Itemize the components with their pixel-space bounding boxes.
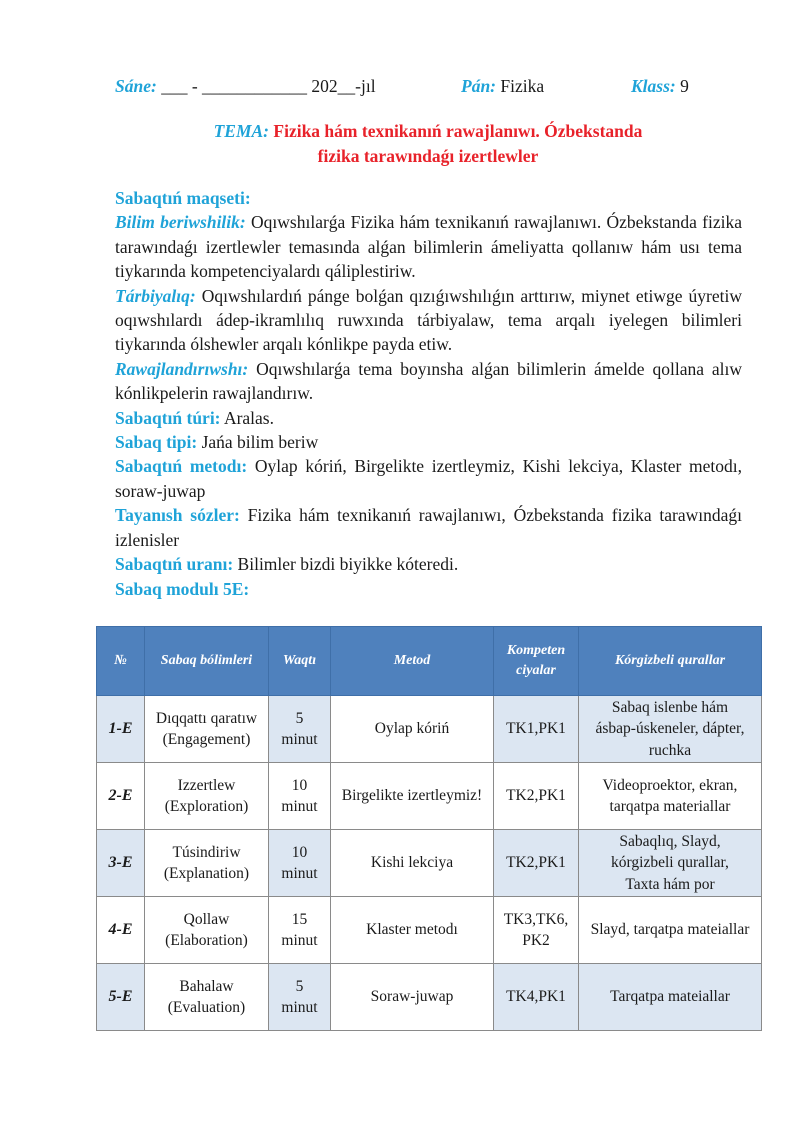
subject-value: Fizika [500, 76, 545, 96]
table-row [97, 830, 762, 897]
row-time [269, 964, 331, 1031]
row-num: 5-E [97, 964, 145, 1031]
col-header-competence-line-1: Kompeten [506, 643, 566, 658]
row-stage-line-2: (Elaboration) [165, 932, 248, 949]
row-tools-line-2: ásbap-úskeneler, dápter, [595, 720, 745, 738]
lesson-method-label: Sabaqtıń metodı: [115, 456, 248, 477]
lesson-type-label: Sabaqtıń túri: [115, 407, 221, 428]
col-header-time: Waqtı [269, 627, 331, 696]
row-stage-line-1: Izzertlew [177, 776, 236, 794]
row-stage-line-2: (Explanation) [163, 865, 250, 882]
development-text: Oqıwshılarǵa tema boyınsha alǵan bilimlerin ámelde qollana alıw kónlikpelerin rawajlandırıw. [115, 358, 743, 404]
row-num: 1-E [97, 696, 145, 763]
row-time-line-1: 5 [295, 709, 304, 727]
row-method: Klaster metodı [331, 897, 494, 964]
lesson-theme [115, 119, 741, 169]
row-stage [145, 763, 269, 830]
row-competence-line-1: TK2,PK1 [506, 854, 566, 872]
row-competence-line-2: PK2 [522, 932, 550, 949]
row-competence-line-1: TK4,PK1 [506, 988, 566, 1006]
col-header-num: № [97, 627, 145, 696]
lesson-method [115, 454, 742, 503]
row-tools [579, 763, 762, 830]
lesson-kind-value: Jańa bilim beriw [201, 432, 319, 453]
row-tools-line-1: Slayd, tarqatpa mateiallar [590, 921, 750, 939]
upbringing-goal [115, 284, 742, 357]
education-text: Oqıwshılarǵa Fizika hám texnikanıń rawajlanıwı. Ózbekstanda fizika tarawındaǵı izertlewler temasında alǵan bilimlerin ámeliyatta qollanıw hám usı tema tiykarında kompetenciyalardı qáliplestiriw. [115, 212, 742, 282]
lesson-keywords [115, 503, 742, 552]
keywords-value: Fizika hám texnikanıń rawajlanıwı, Ózbekstanda fizika tarawındaǵı izlenisler [115, 505, 742, 550]
row-time-line-2: minut [281, 731, 318, 748]
col-header-competence [494, 627, 579, 696]
row-stage-line-1: Dıqqattı qaratıw [155, 709, 258, 727]
row-tools-line-2: tarqatpa materiallar [609, 798, 731, 815]
table-row [97, 897, 762, 964]
col-header-tools: Kórgizbeli qurallar [579, 627, 762, 696]
lesson-kind [115, 430, 742, 454]
row-stage-line-2: (Engagement) [162, 731, 251, 748]
row-stage-line-2: (Evaluation) [167, 999, 246, 1016]
theme-label: TEMA: [213, 121, 270, 141]
row-time-line-1: 5 [295, 977, 304, 995]
table-row [97, 696, 762, 763]
row-stage [145, 830, 269, 897]
development-goal [115, 357, 742, 406]
row-competence [494, 964, 579, 1031]
row-time-line-1: 15 [291, 910, 308, 928]
lesson-kind-label: Sabaq tipi: [115, 432, 198, 453]
row-time-line-2: minut [281, 999, 318, 1016]
row-tools-line-1: Sabaq islenbe hám [611, 698, 729, 716]
row-stage-line-2: (Exploration) [164, 798, 249, 815]
row-stage-line-1: Túsindiriw [172, 843, 241, 861]
table-header-row [97, 627, 762, 696]
row-num: 4-E [97, 897, 145, 964]
date-field [115, 76, 376, 97]
row-stage [145, 964, 269, 1031]
row-time [269, 830, 331, 897]
row-method: Birgelikte izertleymiz! [331, 763, 494, 830]
education-label: Bilim beriwshilik: [115, 212, 246, 233]
row-time [269, 763, 331, 830]
lesson-module-table [96, 626, 762, 1031]
row-num: 2-E [97, 763, 145, 830]
row-method: Oylap kóriń [331, 696, 494, 763]
row-tools [579, 830, 762, 897]
education-goal [115, 210, 742, 283]
upbringing-label: Tárbiyalıq: [115, 285, 196, 306]
row-tools [579, 897, 762, 964]
row-tools-line-1: Tarqatpa mateiallar [610, 988, 730, 1006]
motto-label: Sabaqtıń uranı: [115, 554, 234, 575]
goals-heading: Sabaqtıń maqseti: [115, 188, 251, 208]
row-method: Kishi lekciya [331, 830, 494, 897]
row-time [269, 897, 331, 964]
row-tools-line-1: Sabaqlıq, Slayd, [619, 832, 721, 850]
table-row [97, 964, 762, 1031]
keywords-label: Tayanısh sózler: [115, 505, 240, 526]
upbringing-text: Oqıwshılardıń pánge bolǵan qızıǵıwshılıǵın arttırıw, miynet etiwge úyretiw oqıwshılardı ádep-ikramlılıq ruwxında tárbiyalaw, tema arqalı iyelegen bilimleri tiykarında ólshewler arqalı kónlikpe payda etiw. [115, 285, 743, 355]
motto-value: Bilimler bizdi biyikke kóteredi. [237, 554, 459, 575]
theme-title-line-2: fizika tarawındaǵı izertlewler [317, 146, 539, 166]
row-time-line-1: 10 [291, 776, 308, 794]
row-competence [494, 696, 579, 763]
row-tools-line-1: Videoproektor, ekran, [602, 776, 738, 794]
lesson-type [115, 406, 742, 430]
row-time-line-2: minut [281, 798, 318, 815]
table-row [97, 763, 762, 830]
row-time-line-1: 10 [291, 843, 308, 861]
class-value: 9 [680, 76, 689, 96]
row-stage [145, 897, 269, 964]
module-heading: Sabaq modulı 5E: [115, 578, 250, 599]
row-competence [494, 763, 579, 830]
date-value: ___ - ____________ 202__-jıl [161, 76, 376, 96]
row-method: Soraw-juwap [331, 964, 494, 1031]
col-header-method: Metod [331, 627, 494, 696]
row-competence [494, 897, 579, 964]
row-tools-line-3: ruchka [648, 741, 692, 759]
row-tools [579, 964, 762, 1031]
subject-label: Pán: [461, 76, 496, 96]
row-time-line-2: minut [281, 865, 318, 882]
row-time-line-2: minut [281, 932, 318, 949]
row-competence-line-1: TK3,TK6, [503, 910, 569, 928]
header-line [115, 76, 735, 100]
lesson-type-value: Aralas. [223, 407, 274, 428]
row-stage-line-1: Bahalaw [179, 977, 234, 995]
row-tools-line-3: Taxta hám por [625, 875, 715, 893]
row-time [269, 696, 331, 763]
row-num: 3-E [97, 830, 145, 897]
subject-field [461, 76, 544, 97]
col-header-stage: Sabaq bólimleri [145, 627, 269, 696]
development-label: Rawajlandırıwshı: [115, 358, 249, 379]
theme-title-line-1: Fizika hám texnikanıń rawajlanıwı. Ózbekstanda [273, 121, 643, 141]
row-competence-line-1: TK2,PK1 [506, 787, 566, 805]
class-label: Klass: [631, 76, 676, 96]
row-competence-line-1: TK1,PK1 [506, 720, 566, 738]
lesson-method-value: Oylap kóriń, Birgelikte izertleymiz, Kishi lekciya, Klaster metodı, soraw-juwap [115, 456, 743, 501]
row-stage [145, 696, 269, 763]
theme-line-1 [115, 119, 741, 144]
row-tools-line-2: kórgizbeli qurallar, [611, 854, 729, 872]
row-competence [494, 830, 579, 897]
row-stage-line-1: Qollaw [183, 910, 230, 928]
date-label: Sáne: [115, 76, 157, 96]
row-tools [579, 696, 762, 763]
class-field [631, 76, 689, 97]
lesson-motto [115, 552, 742, 576]
lesson-body [115, 186, 742, 601]
col-header-competence-line-2: ciyalar [516, 663, 556, 678]
